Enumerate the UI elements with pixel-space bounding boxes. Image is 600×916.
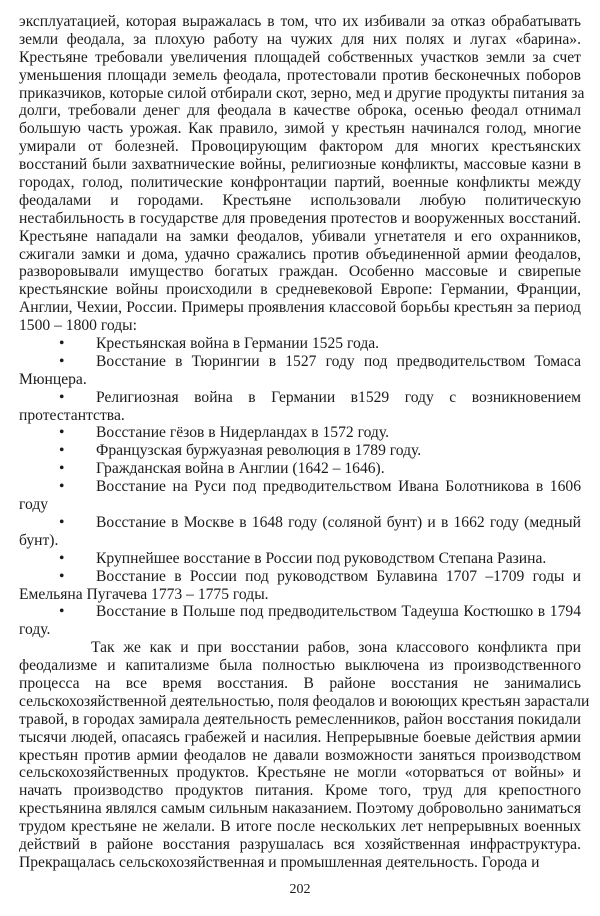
text-line: Англии, Чехии, России. Примеры проявления классовой борьбы крестьян за период [19,299,581,317]
text-line: году [19,496,49,514]
list-item [19,335,581,353]
text-line: разворовывали имущество богатых граждан. Особенно массовые и свирепые [19,263,581,281]
text-line: феодализме и капитализме была полностью выключена из производственного [19,657,581,675]
text-line: долги, требовали денег для феодала в качестве оброка, осенью феодал отнимал [19,102,581,120]
text-line: травой, в городах замирала деятельность ремесленников, район восстания покидали [19,710,581,728]
text-line: крестьян против армии феодалов не давали возможности заняться производством [19,746,581,764]
bullet-line [19,568,581,586]
bullet-text: Восстание в Москве в 1648 году (соляной бунт) и в 1662 году (медный [96,513,581,531]
text-line: Мюнцера. [19,370,87,388]
bullet-text: Восстание в Тюрингии в 1527 году под предводительством Томаса [96,352,581,370]
list-item [19,478,581,514]
text-line: процесса на все время восстания. В районе восстания не занимались [19,674,581,692]
bullet-list [19,335,581,639]
bullet-icon: • [59,442,65,460]
list-item [19,568,581,604]
bullet-line [19,478,581,496]
bullet-line [19,389,581,407]
bullet-text: Гражданская война в Англии (1642 – 1646). [96,460,385,478]
bullet-text: Восстание в Польше под предводительством Тадеуша Костюшко в 1794 [96,603,581,621]
paragraph-1 [19,13,585,335]
text-line: Крестьяне нападали на замки феодалов, убивали угнетателя и его охранников, [19,227,581,245]
text-line: феодалами и городами. Крестьяне использовали любую политическую [19,191,581,209]
text-line: действий в районе восстания разрушалась вся хозяйственная инфраструктура. [19,835,581,853]
text-line: приказчиков, которые силой отбирали скот, зерно, мед и другие продукты питания за [19,84,585,102]
text-line: Так же как и при восстании рабов, зона классового конфликта при [91,639,581,657]
text-line: городах, голод, политические конфронтации партий, военные конфликты между [19,174,581,192]
bullet-icon: • [59,460,65,478]
bullet-icon: • [59,388,65,406]
bullet-icon: • [59,352,65,370]
bullet-text: Восстание гёзов в Нидерландах в 1572 году. [96,424,389,442]
bullet-icon: • [59,513,65,531]
bullet-line [19,514,581,532]
bullet-line [19,550,581,568]
bullet-icon: • [59,549,65,567]
bullet-text: Французская буржуазная революция в 1789 году. [96,442,422,460]
document-page [19,13,590,872]
text-line: крестьянские войны происходили в средневековой Европе: Германии, Франции, [19,281,581,299]
text-line: тысячи людей, опасаясь грабежей и насилия. Непрерывные боевые действия армии [19,728,581,746]
text-line: трудом крестьяне не желали. В итоге после нескольких лет непрерывных военных [19,818,581,836]
text-line: Крестьяне требовали увеличения площадей собственных участков земли за счет [19,48,581,66]
text-line: 1500 – 1800 годы: [19,317,137,335]
bullet-icon: • [59,567,65,585]
text-line: сельскохозяйственных продуктов. Крестьяне не могли «оторваться от войны» и [19,764,581,782]
bullet-text: Крупнейшее восстание в России под руководством Степана Разина. [96,549,547,567]
bullet-line [19,424,581,442]
list-item [19,460,581,478]
bullet-line [19,603,581,621]
text-line: начать производство продуктов питания. Кроме того, труд для крепостного [19,782,581,800]
bullet-icon: • [59,424,65,442]
text-line: протестантства. [19,406,125,424]
bullet-line [19,442,581,460]
text-line: большую часть урожая. Как правило, зимой у крестьян начинался голод, многие [19,120,581,138]
text-line: крестьянина являлся самым сильным наказанием. Поэтому добровольно заниматься [19,800,581,818]
text-line: Емельяна Пугачева 1773 – 1775 годы. [19,585,269,603]
page-number: 202 [289,882,311,897]
text-line: году. [19,621,51,639]
bullet-icon: • [59,603,65,621]
text-line: земли феодала, за плохую работу на чужих для них полях и лугах «барина». [19,30,581,48]
bullet-line [19,335,581,353]
text-line: умирали от болезней. Провоцирующим фактором для многих крестьянских [19,138,581,156]
list-item [19,442,581,460]
text-line: сжигали замки и дома, удачно сражались против объединенной армии феодалов, [19,245,581,263]
text-line: Прекращалась сельскохозяйственная и промышленная деятельность. Города и [19,853,540,871]
text-line: бунт). [19,531,59,549]
list-item [19,353,581,389]
bullet-text: Религиозная война в Германии в1529 году с возникновением [96,388,581,406]
list-item [19,514,581,550]
bullet-line [19,353,581,371]
list-item [19,424,581,442]
bullet-text: Восстание на Руси под предводительством Ивана Болотникова в 1606 [96,478,581,496]
text-line: уменьшения площади земель феодала, протестовали против бесконечных поборов [19,66,581,84]
list-item [19,550,581,568]
paragraph-2 [19,639,590,872]
bullet-text: Крестьянская война в Германии 1525 года. [96,335,380,353]
bullet-icon: • [59,478,65,496]
text-line: восстаний были захватнические войны, религиозные конфликты, массовые казни в [19,156,581,174]
bullet-text: Восстание в России под руководством Булавина 1707 –1709 годы и [96,567,581,585]
list-item [19,603,581,639]
list-item [19,389,581,425]
text-line: сельскохозяйственной деятельностью, поля феодалов и воюющих крестьян зарастали [19,692,590,710]
text-line: нестабильность в государстве для проведения протестов и вооруженных восстаний. [19,209,581,227]
text-line: эксплуатацией, которая выражалась в том, что их избивали за отказ обрабатывать [19,13,581,30]
bullet-icon: • [59,335,65,353]
bullet-line [19,460,581,478]
